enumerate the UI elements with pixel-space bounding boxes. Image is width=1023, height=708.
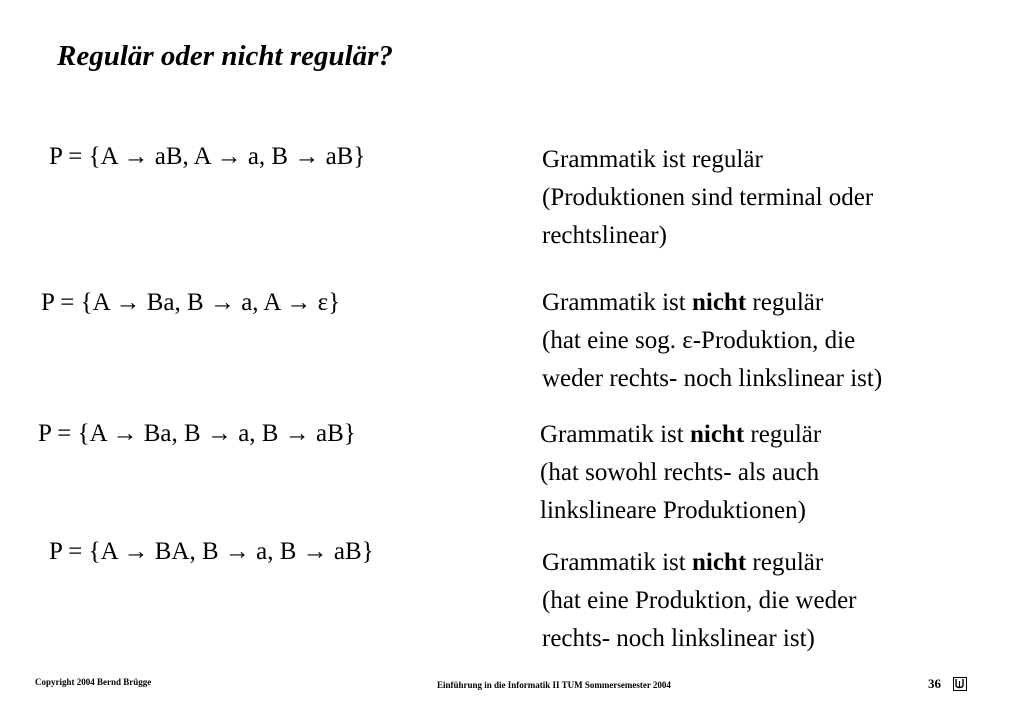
footer-course: Einführung in die Informatik II TUM Sommersemester 2004 xyxy=(437,680,671,690)
verdict-3: Grammatik ist nicht regulär xyxy=(540,421,822,448)
verdict-4: Grammatik ist nicht regulär xyxy=(542,549,824,576)
tum-logo-icon xyxy=(953,677,967,691)
explanation-4-line2: (hat eine Produktion, die weder xyxy=(542,587,857,614)
production-rule-4: P = {A → BA, B → a, B → aB} xyxy=(49,538,374,565)
explanation-3-line3: linkslineare Produktionen) xyxy=(540,497,806,524)
explanation-3 xyxy=(540,416,821,530)
slide-title: Regulär oder nicht regulär? xyxy=(57,40,393,72)
explanation-2-line3: weder rechts- noch linkslinear ist) xyxy=(542,365,883,392)
production-rule-3: P = {A → Ba, B → a, B → aB} xyxy=(38,420,356,447)
verdict-2: Grammatik ist nicht regulär xyxy=(542,289,824,316)
page-number: 36 xyxy=(928,676,941,691)
production-rule-1: P = {A → aB, A → a, B → aB} xyxy=(49,143,366,170)
explanation-2 xyxy=(542,284,882,398)
explanation-1-line3: rechtslinear) xyxy=(542,222,667,249)
production-rule-2: P = {A → Ba, B → a, A → ε} xyxy=(41,289,341,316)
explanation-4-line3: rechts- noch linkslinear ist) xyxy=(542,625,815,652)
verdict-1: Grammatik ist regulär xyxy=(542,146,763,173)
explanation-4 xyxy=(542,544,857,658)
explanation-1-line2: (Produktionen sind terminal oder xyxy=(542,184,874,211)
footer-copyright: Copyright 2004 Bernd Brügge xyxy=(35,677,152,687)
explanation-2-line2: (hat eine sog. ε-Produktion, die xyxy=(542,327,856,354)
explanation-3-line2: (hat sowohl rechts- als auch xyxy=(540,459,820,486)
explanation-1 xyxy=(542,141,873,255)
